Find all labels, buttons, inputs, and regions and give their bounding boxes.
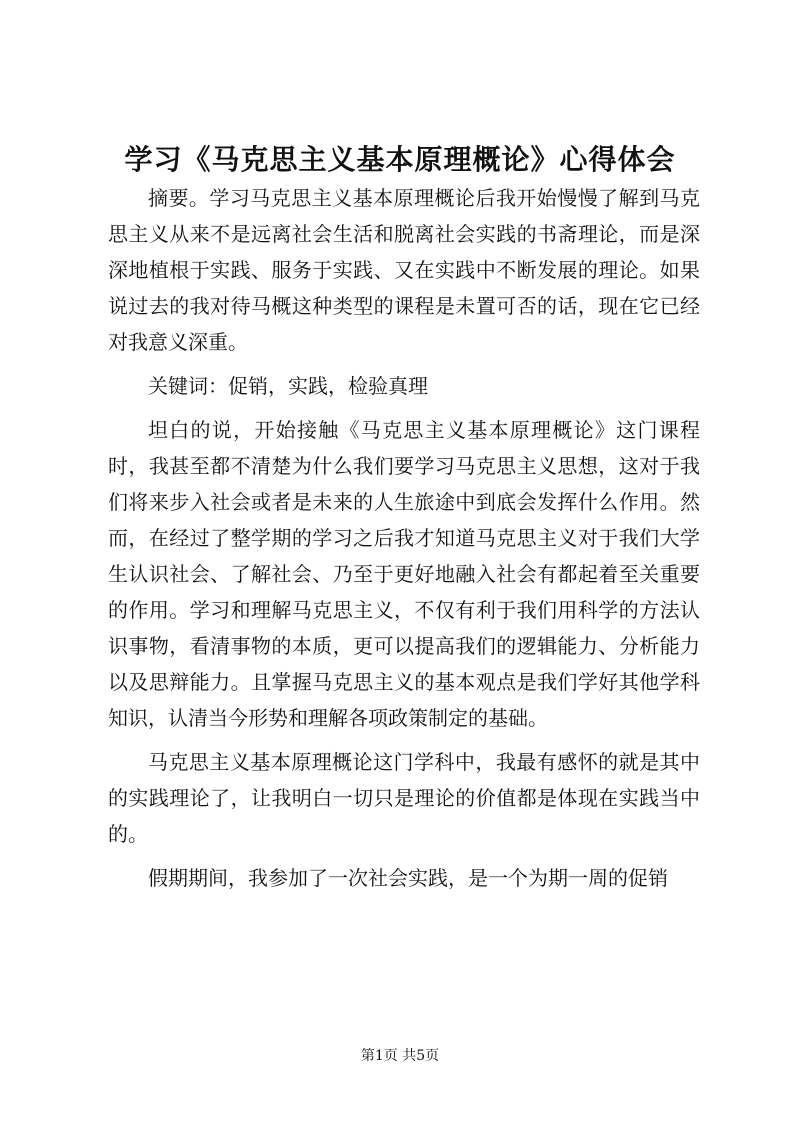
document-body — [108, 180, 700, 896]
body-paragraph-1: 坦白的说，开始接触《马克思主义基本原理概论》这门课程时，我甚至都不清楚为什么我们要学习马克思主义思想，这对于我们将来步入社会或者是未来的人生旅途中到底会发挥什么作用。然而，在经过了整学期的学习之后我才知道马克思主义对于我们大学生认识社会、了解社会、乃至于更好地融入社会有都起着至关重要的作用。学习和理解马克思主义，不仅有利于我们用科学的方法认识事物，看清事物的本质，更可以提高我们的逻辑能力、分析能力以及思辩能力。且掌握马克思主义的基本观点是我们学好其他学科知识，认清当今形势和理解各项政策制定的基础。 — [108, 418, 700, 730]
body-paragraph-3: 假期期间，我参加了一次社会实践，是一个为期一周的促销 — [148, 866, 668, 890]
body-paragraph-2: 马克思主义基本原理概论这门学科中，我最有感怀的就是其中的实践理论了，让我明白一切只是理论的价值都是体现在实践当中的。 — [108, 750, 700, 846]
page-footer: 第1页 共5页 — [360, 1048, 440, 1064]
document-title: 学习《马克思主义基本原理概论》心得体会 — [124, 143, 676, 176]
keywords-paragraph: 关键词：促销，实践，检验真理 — [148, 374, 428, 398]
abstract-paragraph: 摘要。学习马克思主义基本原理概论后我开始慢慢了解到马克思主义从来不是远离社会生活和脱离社会实践的书斋理论，而是深深地植根于实践、服务于实践、又在实践中不断发展的理论。如果说过去的我对待马概这种类型的课程是未置可否的话，现在它已经对我意义深重。 — [108, 186, 700, 354]
